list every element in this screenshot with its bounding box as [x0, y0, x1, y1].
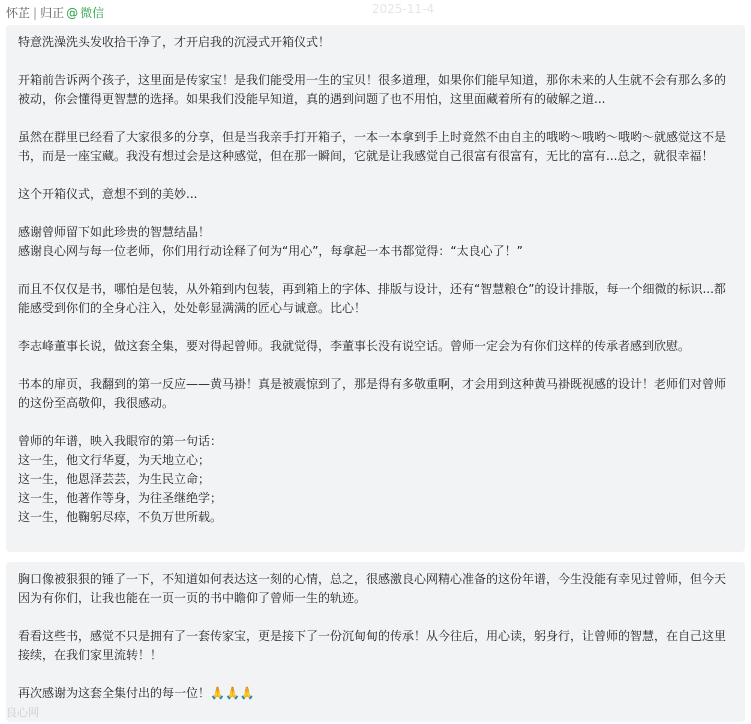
- review-text-line: 开箱前告诉两个孩子，这里面是传家宝！是我们能受用一生的宝贝！很多道理，如果你们能早知道，那你未来的人生就不会有那么多的被动，你会懂得更智慧的选择。如果我们没能早知道，真的遇到问题了也不用怕，这里面藏着所有的破解之道...: [18, 73, 727, 106]
- paragraph-gap: [18, 608, 731, 627]
- review-text-line: 再次感谢为这套全集付出的每一位！🙏🙏🙏: [18, 686, 255, 700]
- paragraph-gap: [18, 166, 731, 185]
- paragraph-gap: [18, 665, 731, 684]
- review-text-line: 这一生，他鞠躬尽瘁，不负万世所载。: [18, 510, 223, 524]
- review-text-line: 特意洗澡洗头发收拾干净了，才开启我的沉浸式开箱仪式！: [18, 35, 331, 49]
- header-separator: |: [33, 6, 38, 20]
- review-text-line: 这一生，他恩泽芸芸，为生民立命；: [18, 472, 211, 486]
- review-text-line: 看看这些书，感觉不只是拥有了一套传家宝，更是接下了一份沉甸甸的传承！从今往后，用心读，躬身行，让曾师的智慧，在自己这里接续，在我们家里流转！！: [18, 629, 727, 662]
- paragraph-gap: [18, 413, 731, 432]
- paragraph-gap: [18, 261, 731, 280]
- date-watermark: 2025-11-4: [372, 2, 435, 16]
- review-text-line: 胸口像被狠狠的锤了一下，不知道如何表达这一刻的心情，总之，很感激良心网精心准备的这份年谱，今生没能有幸见过曾师，但今天因为有你们，让我也能在一页一页的书中瞻仰了曾师一生的轨迹。: [18, 572, 727, 605]
- post-header: [6, 3, 104, 23]
- wechat-source[interactable]: 微信: [80, 6, 105, 20]
- review-card-1: [6, 25, 745, 552]
- paragraph-gap: [18, 204, 731, 223]
- paragraph-gap: [18, 52, 731, 71]
- review-text-line: 这一生，他著作等身，为往圣继绝学；: [18, 491, 223, 505]
- bottom-watermark: 良心网: [6, 706, 39, 719]
- review-text-line: 这一生，他文行华夏，为天地立心；: [18, 453, 211, 467]
- paragraph-gap: [18, 318, 731, 337]
- paragraph-gap: [18, 356, 731, 375]
- review-text-line: 而且不仅仅是书，哪怕是包装，从外箱到内包装，再到箱上的字体、排版与设计，还有“智慧粮仓”的设计排版，每一个细微的标识...都能感受到你们的全身心注入，处处彰显满满的匠心与诚意。比心！: [18, 282, 726, 315]
- review-text-line: 曾师的年谱，映入我眼帘的第一句话：: [18, 434, 223, 448]
- review-text-line: 这个开箱仪式，意想不到的美妙...: [18, 187, 198, 201]
- review-text-line: 感谢曾师留下如此珍贵的智慧结晶！: [18, 225, 211, 239]
- source-symbol: @: [66, 6, 79, 20]
- review-text-line: 感谢良心网与每一位老师，你们用行动诠释了何为“用心”，每拿起一本书都觉得：“太良心了！”: [18, 244, 523, 258]
- paragraph-gap: [18, 109, 731, 128]
- review-card-2: [6, 562, 745, 722]
- author-name[interactable]: 怀芷: [6, 6, 31, 20]
- review-text-line: 书本的扉页，我翻到的第一反应——黄马褂！真是被震惊到了，那是得有多敬重啊，才会用到这种黄马褂既视感的设计！老师们对曾师的这份至高敬仰，我很感动。: [18, 377, 727, 410]
- review-text-line: 虽然在群里已经看了大家很多的分享，但是当我亲手打开箱子，一本一本拿到手上时竟然不由自主的哦哟～哦哟～哦哟～就感觉这不是书，而是一座宝藏。我没有想过会是这种感觉，但在那一瞬间，它就是让我感觉自己很富有很富有，无比的富有...总之，就很幸福！: [18, 130, 727, 163]
- location-label: 归正: [40, 6, 65, 20]
- review-text-line: 李志峰董事长说，做这套全集，要对得起曾师。我就觉得，李董事长没有说空话。曾师一定会为有你们这样的传承者感到欣慰。: [18, 339, 691, 353]
